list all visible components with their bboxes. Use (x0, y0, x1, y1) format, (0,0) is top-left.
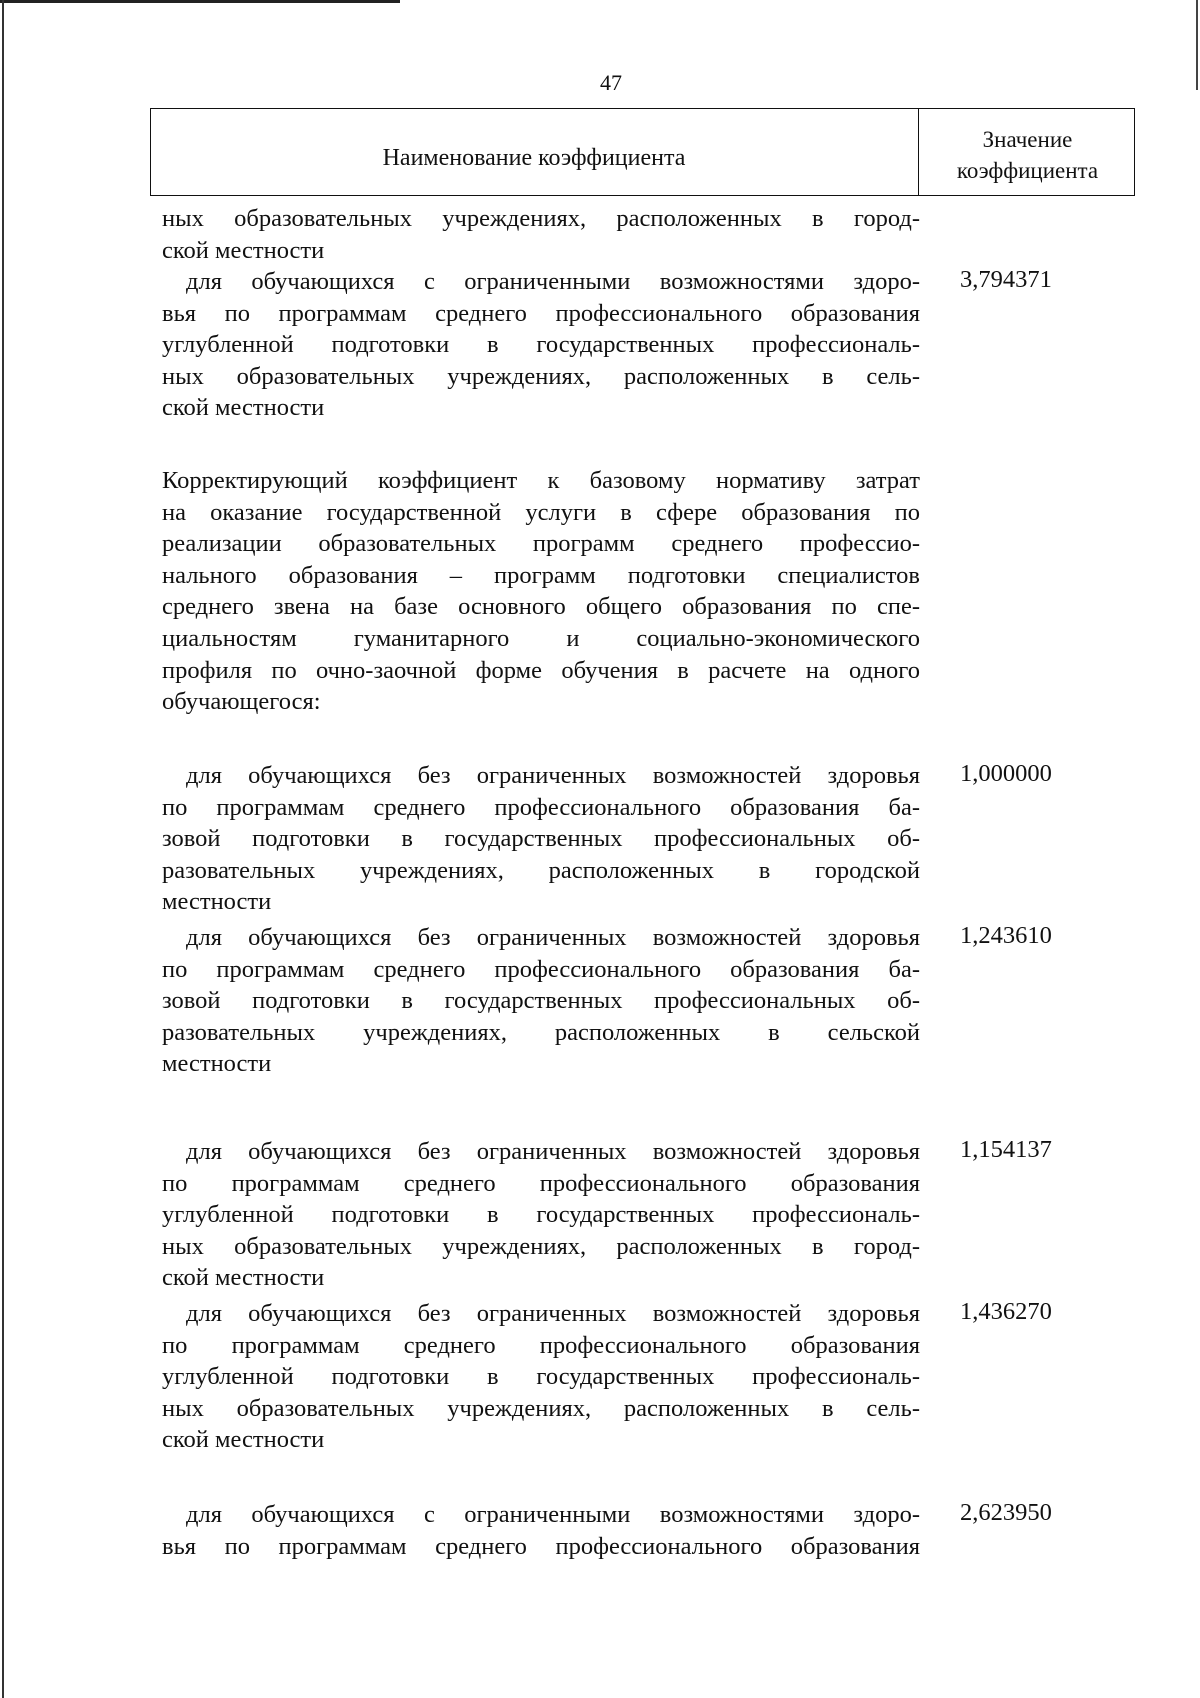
entry-line: для обучающихся без ограниченных возможностей здоровья (186, 1300, 920, 1327)
coefficient-value: 1,436270 (960, 1298, 1052, 1325)
entry-line: на оказание государственной услуги в сфере образования по (162, 498, 920, 526)
entry-continuation (162, 203, 920, 266)
entry-line: для обучающихся с ограниченными возможностями здоро- (186, 1501, 920, 1528)
entry-line: местности (162, 888, 272, 916)
entry-line: вья по программам среднего профессионального образования (162, 299, 920, 327)
entry-line: нального образования – программ подготовки специалистов (162, 561, 920, 589)
column-header-value-line1: Значение (982, 127, 1073, 152)
entry-line: углубленной подготовки в государственных профессиональ- (162, 1363, 920, 1391)
column-header-value (920, 124, 1135, 186)
entry-line: обучающегося: (162, 688, 321, 716)
entry-line: ных образовательных учреждениях, расположенных в город- (162, 205, 920, 232)
entry-line: для обучающихся с ограниченными возможностями здоро- (186, 268, 920, 295)
section-heading-coefficient (162, 465, 920, 718)
entry-no-limits-advanced-rural (162, 1298, 920, 1456)
entry-line: ных образовательных учреждениях, расположенных в город- (162, 1232, 920, 1260)
entry-line: по программам среднего профессионального образования ба- (162, 955, 920, 983)
entry-line: профиля по очно-заочной форме обучения в расчете на одного (162, 656, 920, 684)
entry-line: ской местности (162, 1426, 325, 1454)
entry-line: ской местности (162, 1264, 325, 1292)
entry-line: ных образовательных учреждениях, расположенных в сель- (162, 362, 920, 390)
entry-line: циальностям гуманитарного и социально-экономического (162, 624, 920, 652)
coefficient-value: 1,000000 (960, 760, 1052, 787)
coefficient-value: 3,794371 (960, 266, 1052, 293)
entry-no-limits-advanced-urban (162, 1136, 920, 1294)
coefficient-value: 2,623950 (960, 1499, 1052, 1526)
page-number: 47 (600, 70, 622, 95)
column-header-value-line2: коэффициента (956, 158, 1099, 183)
entry-line: углубленной подготовки в государственных профессиональ- (162, 331, 920, 359)
entry-line: Корректирующий коэффициент к базовому нормативу затрат (162, 467, 920, 494)
entry-line: по программам среднего профессионального образования (162, 1169, 920, 1197)
entry-line: вья по программам среднего профессионального образования (162, 1532, 920, 1560)
scan-border-left (2, 0, 4, 1698)
entry-line: для обучающихся без ограниченных возможностей здоровья (186, 762, 920, 789)
coefficient-value: 1,243610 (960, 922, 1052, 949)
entry-line: среднего звена на базе основного общего образования по спе- (162, 593, 920, 621)
entry-line: по программам среднего профессионального образования (162, 1331, 920, 1359)
entry-line: разовательных учреждениях, расположенных в сельской (162, 1018, 920, 1046)
entry-no-limits-basic-urban (162, 760, 920, 918)
entry-line: зовой подготовки в государственных профессиональных об- (162, 987, 920, 1015)
scan-border-right (1196, 0, 1198, 90)
entry-line: для обучающихся без ограниченных возможностей здоровья (186, 1138, 920, 1165)
entry-line: углубленной подготовки в государственных профессиональ- (162, 1201, 920, 1229)
entry-limited-health-continued (162, 1499, 920, 1562)
column-header-name: Наименование коэффициента (382, 145, 686, 171)
entry-line: разовательных учреждениях, расположенных в городской (162, 856, 920, 884)
entry-line: ской местности (162, 394, 325, 422)
scan-border-top (0, 0, 400, 3)
entry-line: ных образовательных учреждениях, расположенных в сель- (162, 1394, 920, 1422)
entry-line: для обучающихся без ограниченных возможностей здоровья (186, 924, 920, 951)
entry-line: зовой подготовки в государственных профессиональных об- (162, 825, 920, 853)
entry-line: ской местности (162, 236, 325, 264)
entry-line: реализации образовательных программ среднего профессио- (162, 530, 920, 558)
entry-no-limits-basic-rural (162, 922, 920, 1080)
entry-line: по программам среднего профессионального образования ба- (162, 793, 920, 821)
table-header-divider (918, 108, 919, 196)
entry-line: местности (162, 1050, 272, 1078)
entry-limited-health-advanced-rural (162, 266, 920, 424)
coefficient-value: 1,154137 (960, 1136, 1052, 1163)
